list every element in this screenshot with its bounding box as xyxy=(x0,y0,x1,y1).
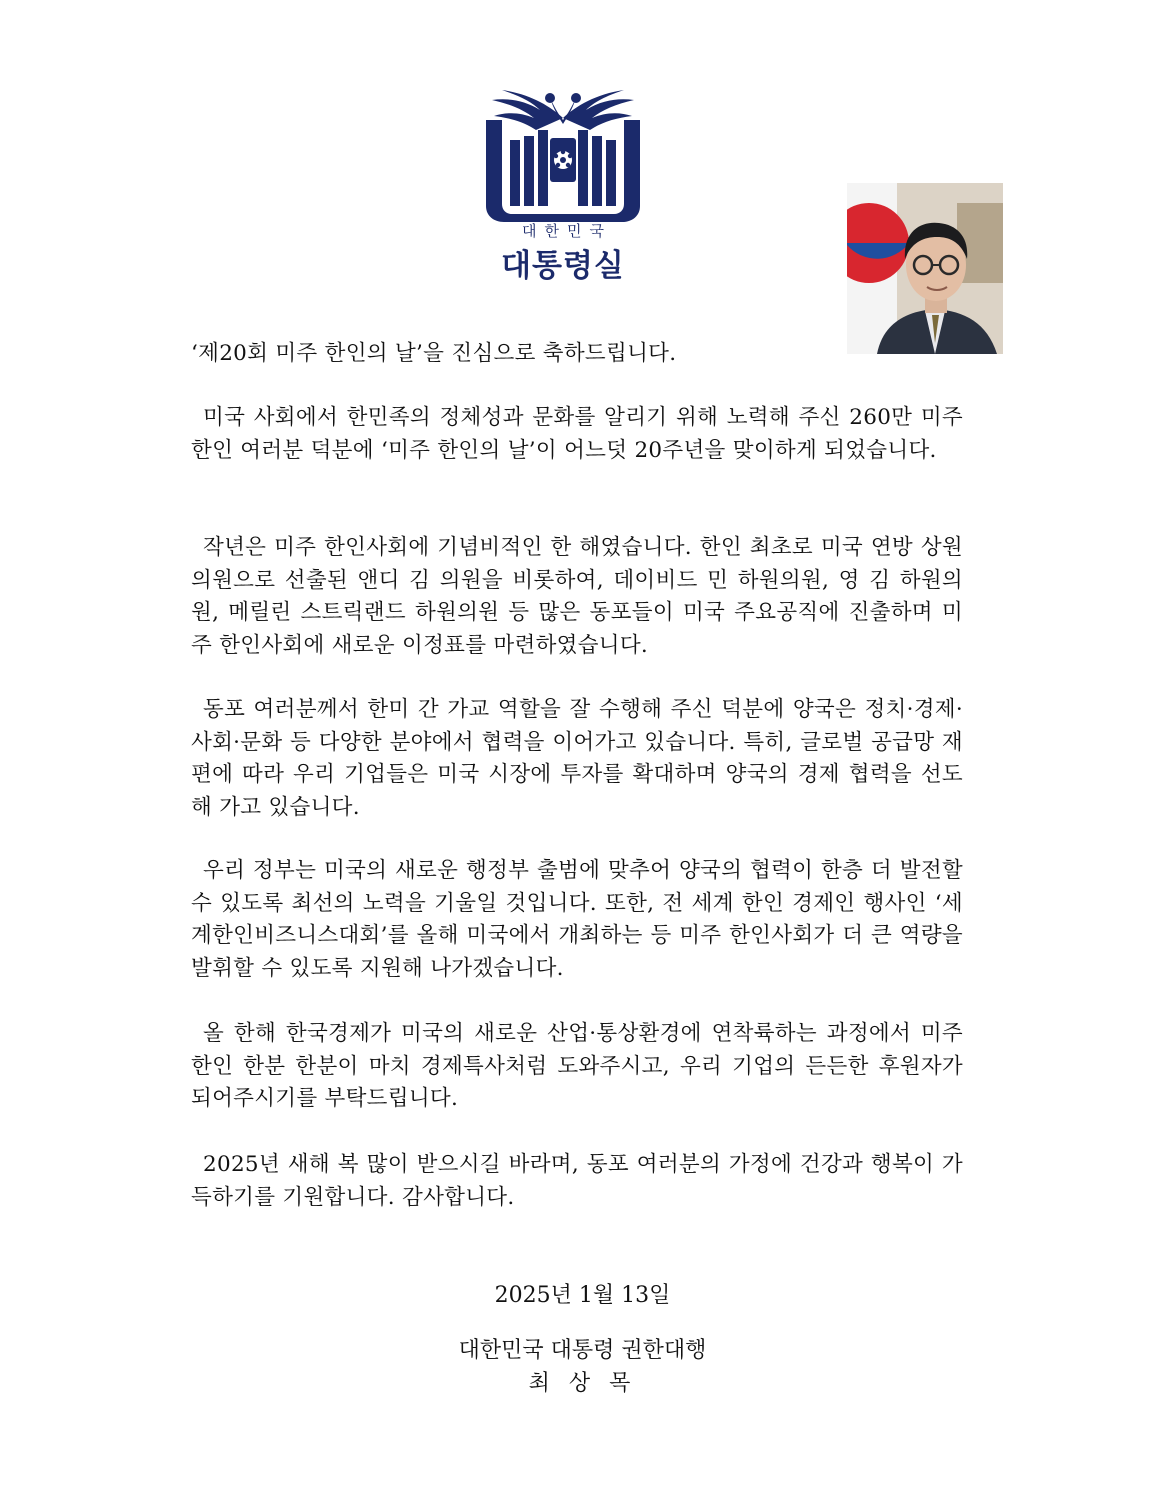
opening-line: ‘제20회 미주 한인의 날’을 진심으로 축하드립니다. xyxy=(191,341,677,366)
logo-country-text: 대한민국 xyxy=(522,222,612,240)
phoenix-emblem-icon xyxy=(480,86,646,222)
letter-paragraph-2: 작년은 미주 한인사회에 기념비적인 한 해였습니다. 한인 최초로 미국 연방 상원의원으로 선출된 앤디 김 의원을 비롯하여, 데이비드 민 하원의원, 영 김 하원의원, 메릴린 스트릭랜드 하원의원 등 많은 동포들이 미국 주요공직에 진출하며 미주 한인사회에 새로운 이정표를 마련하였습니다. xyxy=(191,535,963,658)
letter-paragraph-1: 미국 사회에서 한민족의 정체성과 문화를 알리기 위해 노력해 주신 260만 미주 한인 여러분 덕분에 ‘미주 한인의 날’이 어느덧 20주년을 맞이하게 되었습니다. xyxy=(191,405,963,463)
logo-office-text: 대통령실 xyxy=(501,248,625,284)
signer-name: 최 상 목 xyxy=(528,1371,637,1396)
portrait-photo xyxy=(847,183,1003,354)
letter-paragraph-6: 2025년 새해 복 많이 받으시길 바라며, 동포 여러분의 가정에 건강과 행복이 가득하기를 기원합니다. 감사합니다. xyxy=(191,1152,963,1210)
presidential-office-logo xyxy=(480,86,646,282)
signer-title: 대한민국 대통령 권한대행 xyxy=(458,1338,707,1363)
letter-paragraph-3: 동포 여러분께서 한미 간 가교 역할을 잘 수행해 주신 덕분에 양국은 정치·경제·사회·문화 등 다양한 분야에서 협력을 이어가고 있습니다. 특히, 글로벌 공급망 재편에 따라 우리 기업들은 미국 시장에 투자를 확대하며 양국의 경제 협력을 선도해 가고 있습니다. xyxy=(191,697,963,820)
letter-paragraph-4: 우리 정부는 미국의 새로운 행정부 출범에 맞추어 양국의 협력이 한층 더 발전할 수 있도록 최선의 노력을 기울일 것입니다. 또한, 전 세계 한인 경제인 행사인 ‘세계한인비즈니스대회’를 올해 미국에서 개최하는 등 미주 한인사회가 더 큰 역량을 발휘할 수 있도록 지원해 나가겠습니다. xyxy=(191,858,963,981)
letter-date: 2025년 1월 13일 xyxy=(494,1283,671,1308)
letter-paragraph-5: 올 한해 한국경제가 미국의 새로운 산업·통상환경에 연착륙하는 과정에서 미주 한인 한분 한분이 마치 경제특사처럼 도와주시고, 우리 기업의 든든한 후원자가 되어주시기를 부탁드립니다. xyxy=(191,1021,963,1111)
